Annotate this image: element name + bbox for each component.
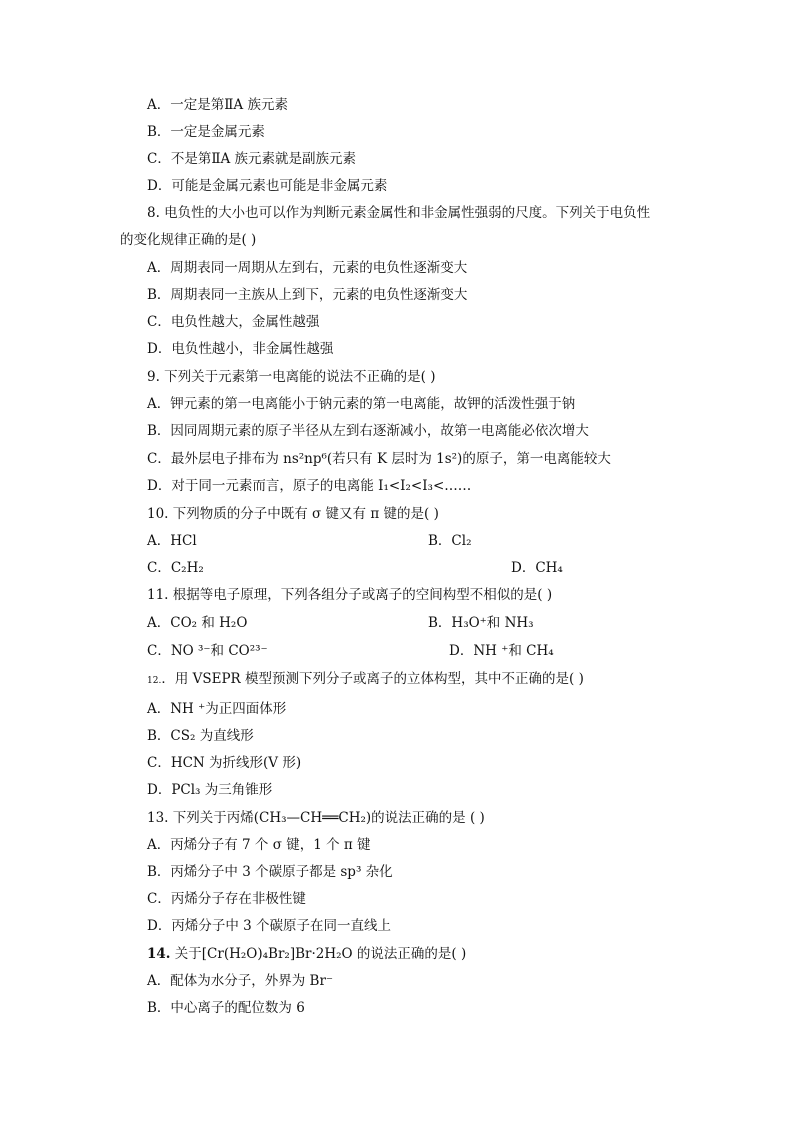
q14-option-b: B．中心离子的配位数为 6 (147, 1000, 305, 1016)
q9-option-c: C．最外层电子排布为 ns²np⁶(若只有 K 层时为 1s²)的原子，第一电离能较大 (147, 451, 611, 467)
q9-stem: 9. 下列关于元素第一电离能的说法不正确的是( ) (147, 369, 436, 385)
q8-option-d: D．电负性越小，非金属性越强 (147, 341, 334, 357)
q7-option-c: C．不是第ⅡA 族元素就是副族元素 (147, 151, 357, 167)
q11-option-a: A．CO₂ 和 H₂O (147, 615, 248, 631)
q14-number: 14. (147, 946, 171, 962)
q7-option-d: D．可能是金属元素也可能是非金属元素 (147, 178, 388, 194)
q13-option-d: D．丙烯分子中 3 个碳原子在同一直线上 (147, 918, 391, 934)
q13-option-a: A．丙烯分子有 7 个 σ 键，1 个 π 键 (147, 837, 371, 853)
q14-stem-text: 关于[Cr(H₂O)₄Br₂]Br·2H₂O 的说法正确的是( ) (170, 946, 467, 962)
q13-stem: 13. 下列关于丙烯(CH₃—CH══CH₂)的说法正确的是 ( ) (147, 810, 485, 826)
q8-option-a: A．周期表同一周期从左到右，元素的电负性逐渐变大 (147, 260, 468, 276)
q14-stem (147, 945, 466, 963)
q11-stem: 11. 根据等电子原理，下列各组分子或离子的空间构型不相似的是( ) (147, 587, 553, 603)
q12-option-b: B．CS₂ 为直线形 (147, 728, 254, 744)
q9-option-b: B．因同周期元素的原子半径从左到右逐渐减小，故第一电离能必依次增大 (147, 423, 589, 439)
q13-option-c: C．丙烯分子存在非极性键 (147, 891, 306, 907)
q9-option-d: D．对于同一元素而言，原子的电离能 I₁<I₂<I₃<…… (147, 478, 472, 494)
q11-option-d: D．NH ⁺和 CH₄ (449, 643, 554, 659)
q12-stem-text: ．用 VSEPR 模型预测下列分子或离子的立体构型，其中不正确的是( ) (161, 671, 584, 687)
q10-stem: 10. 下列物质的分子中既有 σ 键又有 π 键的是( ) (147, 506, 439, 522)
q7-option-b: B．一定是金属元素 (147, 124, 265, 140)
q12-option-d: D．PCl₃ 为三角锥形 (147, 782, 273, 798)
q7-option-a: A．一定是第ⅡA 族元素 (147, 97, 288, 113)
q11-option-b: B．H₃O⁺和 NH₃ (428, 615, 534, 631)
q14-option-a: A．配体为水分子，外界为 Br⁻ (147, 973, 334, 989)
q10-option-c: C．C₂H₂ (147, 560, 204, 576)
q8-option-c: C．电负性越大，金属性越强 (147, 314, 320, 330)
q12-option-a: A．NH ⁺为正四面体形 (147, 701, 287, 717)
q8-stem-line2: 的变化规律正确的是( ) (120, 232, 257, 248)
q12-number: 12. (147, 676, 162, 686)
q13-option-b: B．丙烯分子中 3 个碳原子都是 sp³ 杂化 (147, 864, 393, 880)
q12-option-c: C．HCN 为折线形(V 形) (147, 755, 302, 771)
q10-option-a: A．HCl (147, 533, 197, 549)
q12-stem (147, 670, 584, 690)
q8-option-b: B．周期表同一主族从上到下，元素的电负性逐渐变大 (147, 287, 468, 303)
q11-option-c: C．NO ³⁻和 CO²³⁻ (147, 643, 268, 659)
q10-option-d: D．CH₄ (511, 560, 563, 576)
q10-option-b: B．Cl₂ (428, 533, 472, 549)
q9-option-a: A．钾元素的第一电离能小于钠元素的第一电离能，故钾的活泼性强于钠 (147, 396, 576, 412)
q8-stem-line1: 8. 电负性的大小也可以作为判断元素金属性和非金属性强弱的尺度。下列关于电负性 (147, 205, 651, 221)
